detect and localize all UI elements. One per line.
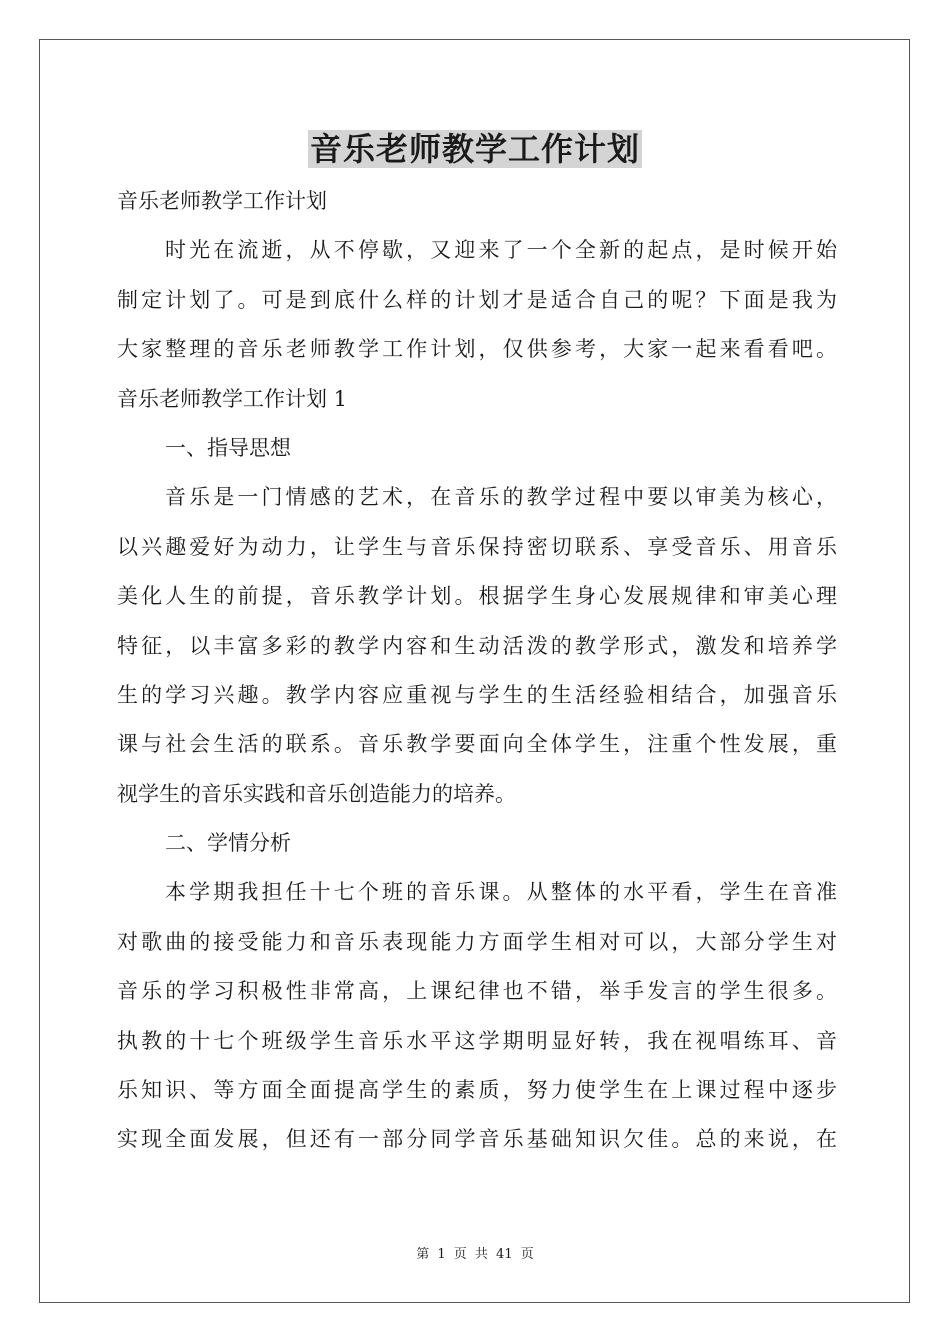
text-line: 音乐是一门情感的艺术，在音乐的教学过程中要以审美为核心， [165, 485, 837, 510]
document-title-text: 音乐老师教学工作计划 [309, 130, 640, 168]
text-line: 视学生的音乐实践和音乐创造能力的培养。 [117, 781, 516, 806]
document-body [117, 177, 837, 1165]
text-line: 音乐老师教学工作计划 [117, 189, 327, 213]
text-line: 对歌曲的接受能力和音乐表现能力方面学生相对可以，大部分学生对 [117, 929, 837, 954]
text-line: 生的学习兴趣。教学内容应重视与学生的生活经验相结合，加强音乐 [117, 682, 837, 707]
text-line: 美化人生的前提，音乐教学计划。根据学生身心发展规律和审美心理 [117, 584, 837, 609]
text-line: 时光在流逝，从不停歇，又迎来了一个全新的起点，是时候开始 [165, 238, 837, 263]
text-line: 课与社会生活的联系。音乐教学要面向全体学生，注重个性发展，重 [117, 732, 837, 757]
text-line: 实现全面发展，但还有一部分同学音乐基础知识欠佳。总的来说，在 [117, 1127, 837, 1152]
text-line: 制定计划了。可是到底什么样的计划才是适合自己的呢？下面是我为 [117, 287, 837, 312]
text-line: 音乐的学习积极性非常高，上课纪律也不错，举手发言的学生很多。 [117, 979, 837, 1004]
text-line: 一、指导思想 [165, 435, 291, 460]
page-footer [0, 1245, 950, 1265]
page-number: 第 1 页 共 41 页 [416, 1247, 534, 1262]
document-title [0, 124, 950, 174]
text-line: 二、学情分析 [165, 831, 291, 856]
text-line: 特征，以丰富多彩的教学内容和生动活泼的教学形式，激发和培养学 [117, 633, 837, 658]
text-line: 乐知识、等方面全面提高学生的素质，努力使学生在上课过程中逐步 [117, 1078, 837, 1103]
text-line: 音乐老师教学工作计划 1 [117, 386, 348, 411]
text-line: 本学期我担任十七个班的音乐课。从整体的水平看，学生在音准 [165, 880, 837, 905]
text-line: 大家整理的音乐老师教学工作计划，仅供参考，大家一起来看看吧。 [117, 337, 837, 362]
text-line: 执教的十七个班级学生音乐水平这学期明显好转，我在视唱练耳、音 [117, 1028, 837, 1053]
text-line: 以兴趣爱好为动力，让学生与音乐保持密切联系、享受音乐、用音乐 [117, 534, 837, 559]
